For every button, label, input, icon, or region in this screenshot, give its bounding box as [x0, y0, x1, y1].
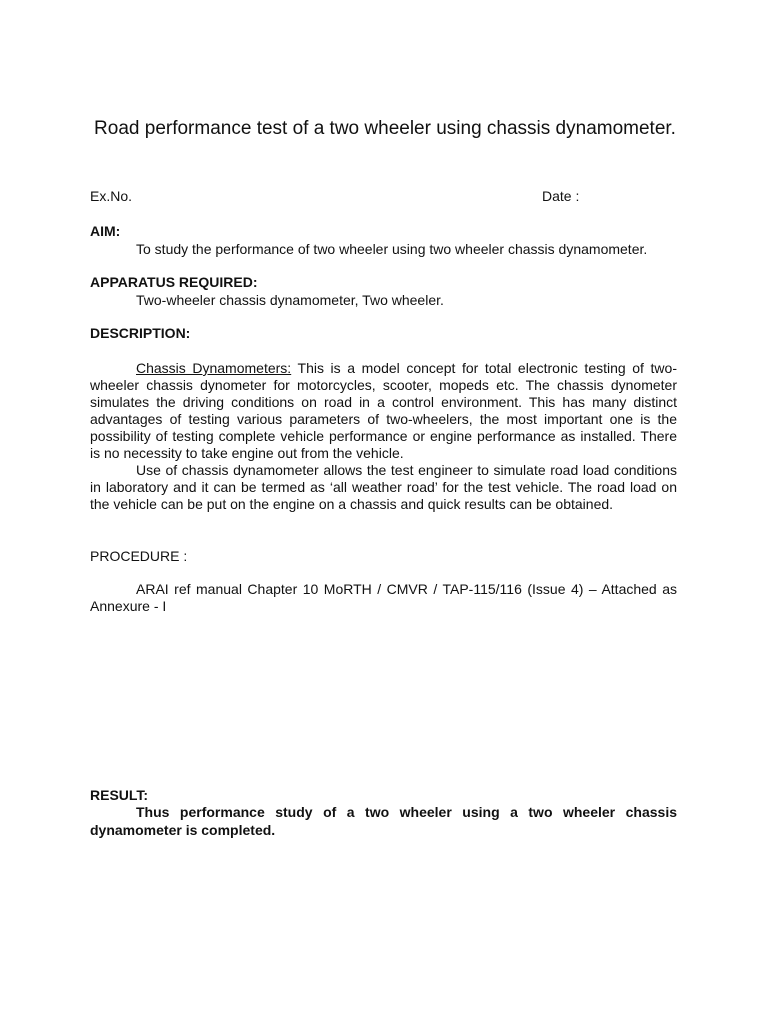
aim-text: To study the performance of two wheeler using two wheeler chassis dynamometer. — [136, 241, 648, 257]
result-body — [90, 803, 677, 839]
procedure-heading: PROCEDURE : — [90, 548, 188, 564]
ex-no-label: Ex.No. — [90, 188, 133, 204]
result-text: Thus performance study of a two wheeler using a two wheeler chassis dynamometer is completed. — [90, 804, 677, 838]
document-title: Road performance test of a two wheeler using chassis dynamometer. — [94, 118, 676, 139]
apparatus-text: Two-wheeler chassis dynamometer, Two wheeler. — [136, 292, 444, 308]
procedure-text: ARAI ref manual Chapter 10 MoRTH / CMVR / TAP-115/116 (Issue 4) – Attached as Annexure - I — [90, 581, 677, 614]
description-paragraph-1-body: This is a model concept for total electronic testing of two-wheeler chassis dynometer for motorcycles, scooter, mopeds etc. The chassis dynometer simulates the driving conditions on road in a control environment. This has many distinct advantages of testing various parameters of two-wheelers, the most important one is the possibility of testing complete vehicle performance or engine performance as installed. There is no necessity to take engine out from the vehicle. — [90, 360, 677, 461]
procedure-body — [90, 581, 677, 615]
date-label: Date : — [542, 188, 580, 204]
result-heading: RESULT: — [90, 787, 149, 803]
chassis-dynamometers-lead: Chassis Dynamometers: — [136, 360, 292, 376]
description-heading: DESCRIPTION: — [90, 325, 191, 341]
description-body — [90, 360, 677, 513]
description-paragraph-1 — [90, 360, 677, 462]
description-paragraph-2: Use of chassis dynamometer allows the test engineer to simulate road load conditions in laboratory and it can be termed as ‘all weather road’ for the test vehicle. The road load on the vehicle can be put on the engine on a chassis and quick results can be obtained. — [90, 462, 677, 512]
apparatus-heading: APPARATUS REQUIRED: — [90, 274, 258, 290]
aim-heading: AIM: — [90, 223, 121, 239]
